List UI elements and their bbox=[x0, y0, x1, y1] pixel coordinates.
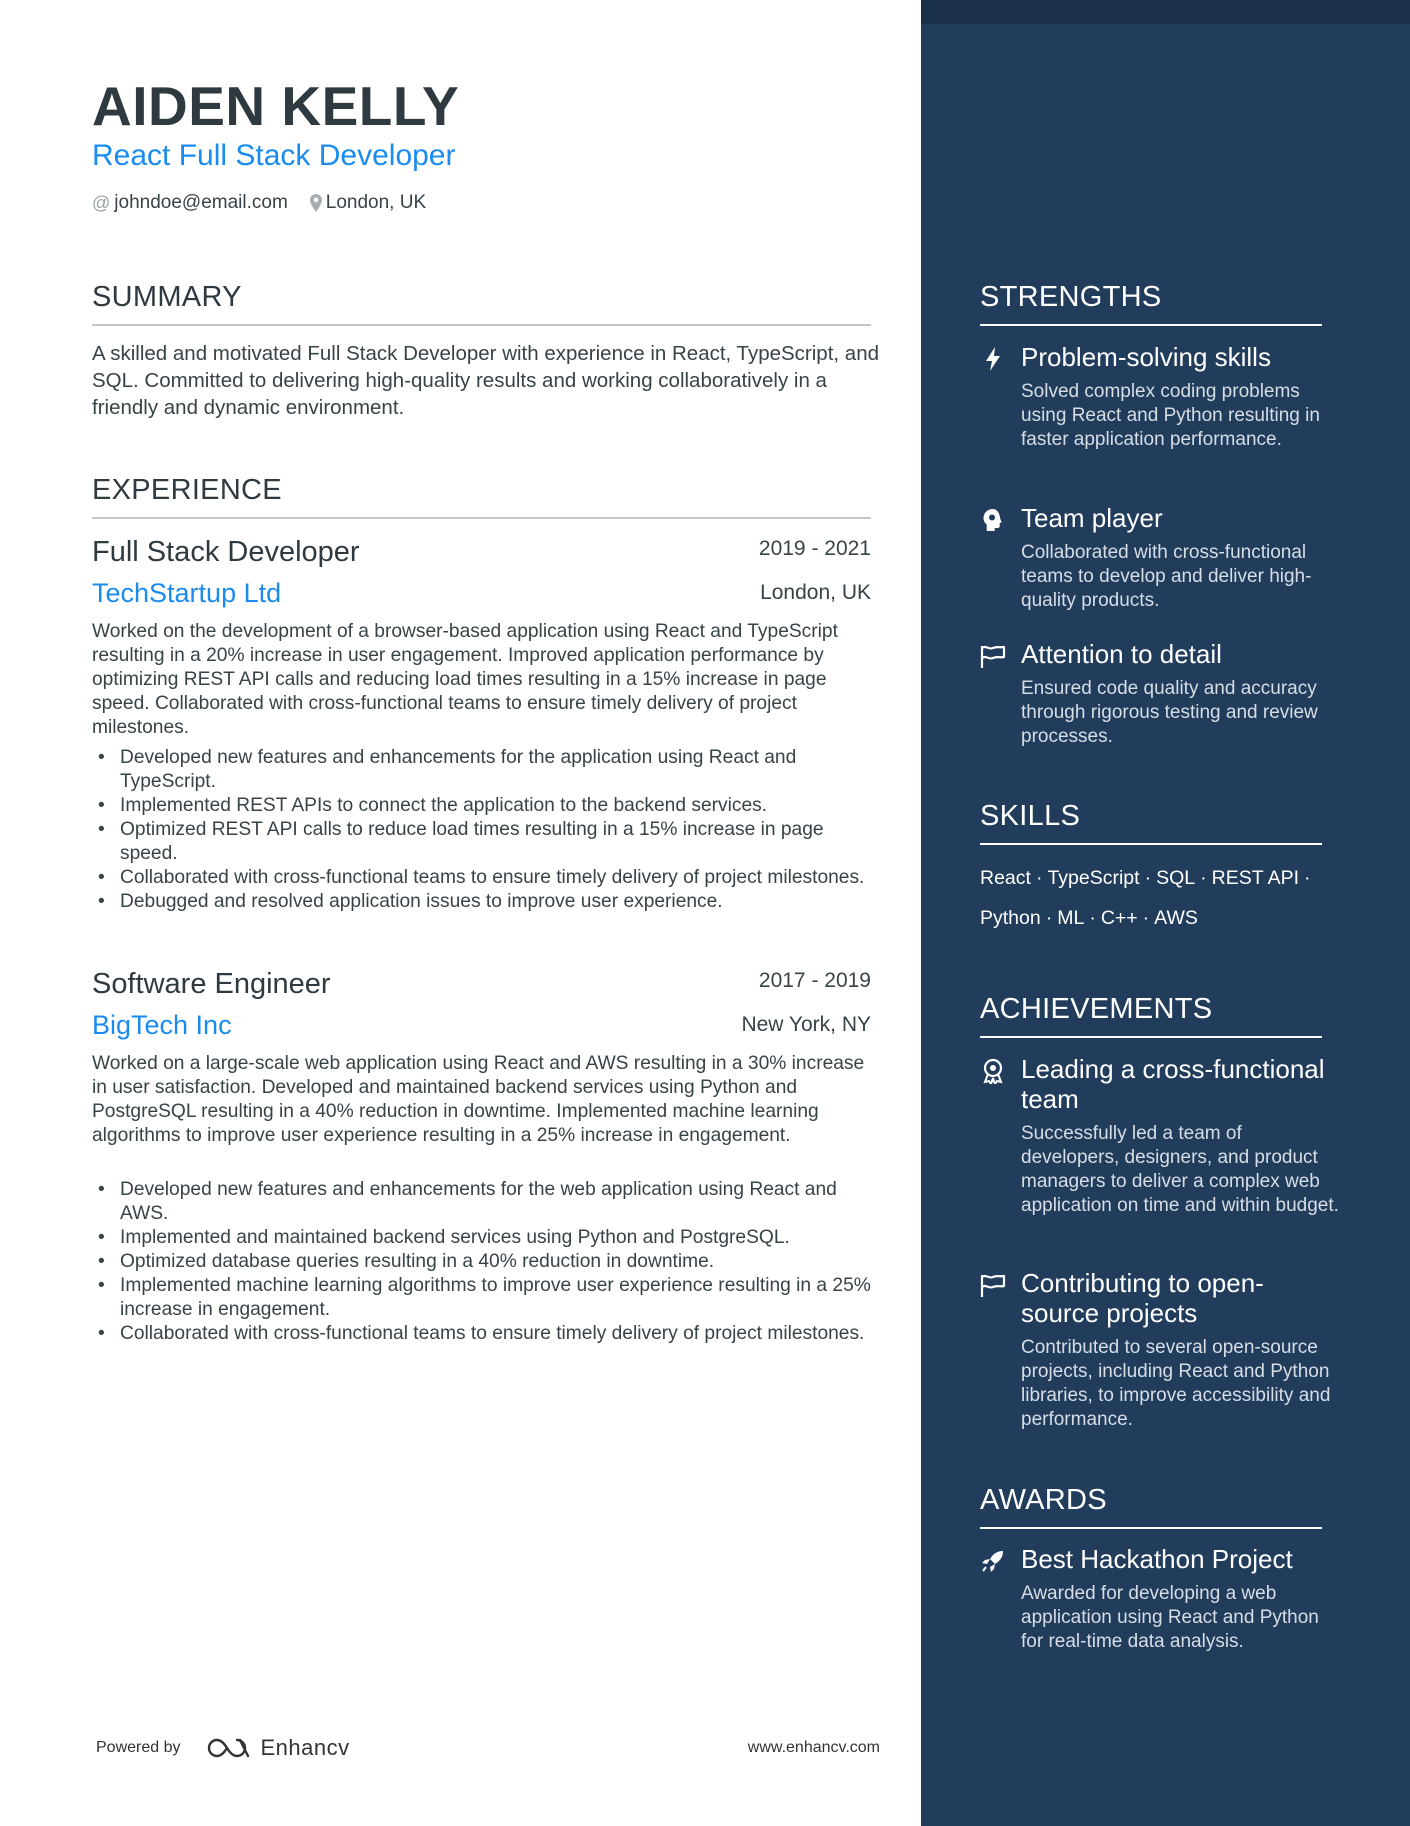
skill-tag: ML bbox=[1057, 907, 1085, 929]
head-icon bbox=[980, 507, 1006, 533]
footer-url[interactable]: www.enhancv.com bbox=[747, 1739, 880, 1756]
achievement-text: Contributed to several open-source projects, including React and Python libraries, to improve accessibility and performance. bbox=[1021, 1337, 1331, 1430]
strengths-heading: STRENGTHS bbox=[980, 280, 1322, 326]
job-location: London, UK bbox=[760, 581, 871, 604]
award-title: Best Hackathon Project bbox=[1021, 1544, 1293, 1574]
achievements-heading: ACHIEVEMENTS bbox=[980, 992, 1322, 1038]
strength-title: Team player bbox=[1021, 503, 1163, 533]
candidate-role: React Full Stack Developer bbox=[92, 139, 456, 172]
job-bullets bbox=[92, 1178, 882, 1346]
strength-title: Attention to detail bbox=[1021, 639, 1222, 669]
summary-heading: SUMMARY bbox=[92, 280, 871, 326]
list-item: • Collaborated with cross-functional teams to ensure timely delivery of project milestones. bbox=[92, 866, 882, 890]
list-item: • Optimized database queries resulting in a 40% reduction in downtime. bbox=[92, 1250, 882, 1274]
job-description: Worked on the development of a browser-based application using React and TypeScript resulting in a 20% increase in user engagement. Improved application performance by optimizing REST API calls and reducing load times resulting in a 15% increase in page speed. Collaborated with cross-functional teams to ensure timely delivery of project milestones. bbox=[92, 621, 838, 738]
skill-tag: React bbox=[980, 867, 1031, 889]
skill-tag: REST API bbox=[1211, 867, 1300, 889]
job-location: New York, NY bbox=[741, 1013, 871, 1036]
skill-tag: AWS bbox=[1154, 907, 1198, 929]
achievement-text: Successfully led a team of developers, designers, and product managers to deliver a complex web application on time and within budget. bbox=[1021, 1123, 1339, 1216]
candidate-name: AIDEN KELLY bbox=[92, 75, 460, 137]
summary-text: A skilled and motivated Full Stack Developer with experience in React, TypeScript, and SQL. Committed to delivering high-quality results and working collaboratively in a friendly and dynamic environment. bbox=[92, 342, 879, 419]
job-title: Full Stack Developer bbox=[92, 536, 360, 568]
skills-heading: SKILLS bbox=[980, 799, 1322, 845]
brand-name: Enhancv bbox=[260, 1735, 350, 1760]
skill-tag: C++ bbox=[1100, 907, 1138, 929]
sidebar bbox=[921, 0, 1410, 1826]
contact-email[interactable] bbox=[92, 192, 288, 214]
awards-heading: AWARDS bbox=[980, 1483, 1322, 1529]
enhancv-logo-mark-icon bbox=[207, 1736, 253, 1760]
job-description: Worked on a large-scale web application using React and AWS resulting in a 30% increase in user satisfaction. Developed and maintained backend services using Python and PostgreSQL resulting in a 40% reduction in downtime. Implemented machine learning algorithms to improve user experience resulting in a 25% increase in engagement. bbox=[92, 1053, 865, 1146]
enhancv-logo[interactable] bbox=[207, 1735, 350, 1761]
sidebar-topbar bbox=[921, 0, 1410, 24]
award-text: Awarded for developing a web application using React and Python for real-time data analysis. bbox=[1021, 1583, 1319, 1652]
strength-title: Problem-solving skills bbox=[1021, 342, 1271, 372]
contact-location bbox=[310, 192, 426, 214]
job-title: Software Engineer bbox=[92, 968, 331, 1000]
job-bullets bbox=[92, 746, 882, 914]
email-text: johndoe@email.com bbox=[114, 192, 288, 213]
achievement-title: Leading a cross-functional team bbox=[1021, 1054, 1325, 1114]
at-icon: @ bbox=[92, 192, 111, 213]
award-icon bbox=[980, 1058, 1006, 1084]
location-text: London, UK bbox=[325, 192, 427, 213]
list-item: • Debugged and resolved application issues to improve user experience. bbox=[92, 890, 882, 914]
footer bbox=[96, 1730, 880, 1766]
rocket-icon bbox=[980, 1548, 1006, 1574]
skill-tag: SQL bbox=[1156, 867, 1196, 889]
list-item: • Implemented and maintained backend services using Python and PostgreSQL. bbox=[92, 1226, 882, 1250]
experience-heading: EXPERIENCE bbox=[92, 473, 871, 519]
location-pin-icon bbox=[310, 194, 322, 212]
achievement-title: Contributing to open-source projects bbox=[1021, 1268, 1264, 1328]
list-item: • Implemented machine learning algorithms to improve user experience resulting in a 25% increase in engagement. bbox=[92, 1274, 882, 1322]
strength-text: Ensured code quality and accuracy through rigorous testing and review processes. bbox=[1021, 678, 1318, 747]
skills-list: React · TypeScript · SQL · REST API · Python · ML · C++ · AWS bbox=[980, 867, 1311, 929]
list-item: • Implemented REST APIs to connect the application to the backend services. bbox=[92, 794, 882, 818]
flag-icon bbox=[980, 1272, 1006, 1298]
list-item: • Collaborated with cross-functional teams to ensure timely delivery of project milestones. bbox=[92, 1322, 882, 1346]
job-dates: 2017 - 2019 bbox=[758, 969, 871, 992]
list-item: • Developed new features and enhancements for the application using React and TypeScript. bbox=[92, 746, 882, 794]
flag-icon bbox=[980, 643, 1006, 669]
job-company[interactable]: BigTech Inc bbox=[92, 1010, 232, 1040]
lightning-icon bbox=[980, 346, 1006, 372]
list-item: • Developed new features and enhancements for the web application using React and AWS. bbox=[92, 1178, 882, 1226]
strength-text: Collaborated with cross-functional teams to develop and deliver high-quality products. bbox=[1021, 542, 1312, 611]
skill-tag: Python bbox=[980, 907, 1041, 929]
list-item: • Optimized REST API calls to reduce load times resulting in a 15% increase in page speed. bbox=[92, 818, 882, 866]
strength-text: Solved complex coding problems using React and Python resulting in faster application performance. bbox=[1021, 381, 1320, 450]
job-company[interactable]: TechStartup Ltd bbox=[92, 578, 282, 608]
powered-by-label: Powered by bbox=[96, 1739, 181, 1756]
job-dates: 2019 - 2021 bbox=[758, 537, 871, 560]
contact-row bbox=[92, 192, 448, 214]
skill-tag: TypeScript bbox=[1047, 867, 1140, 889]
